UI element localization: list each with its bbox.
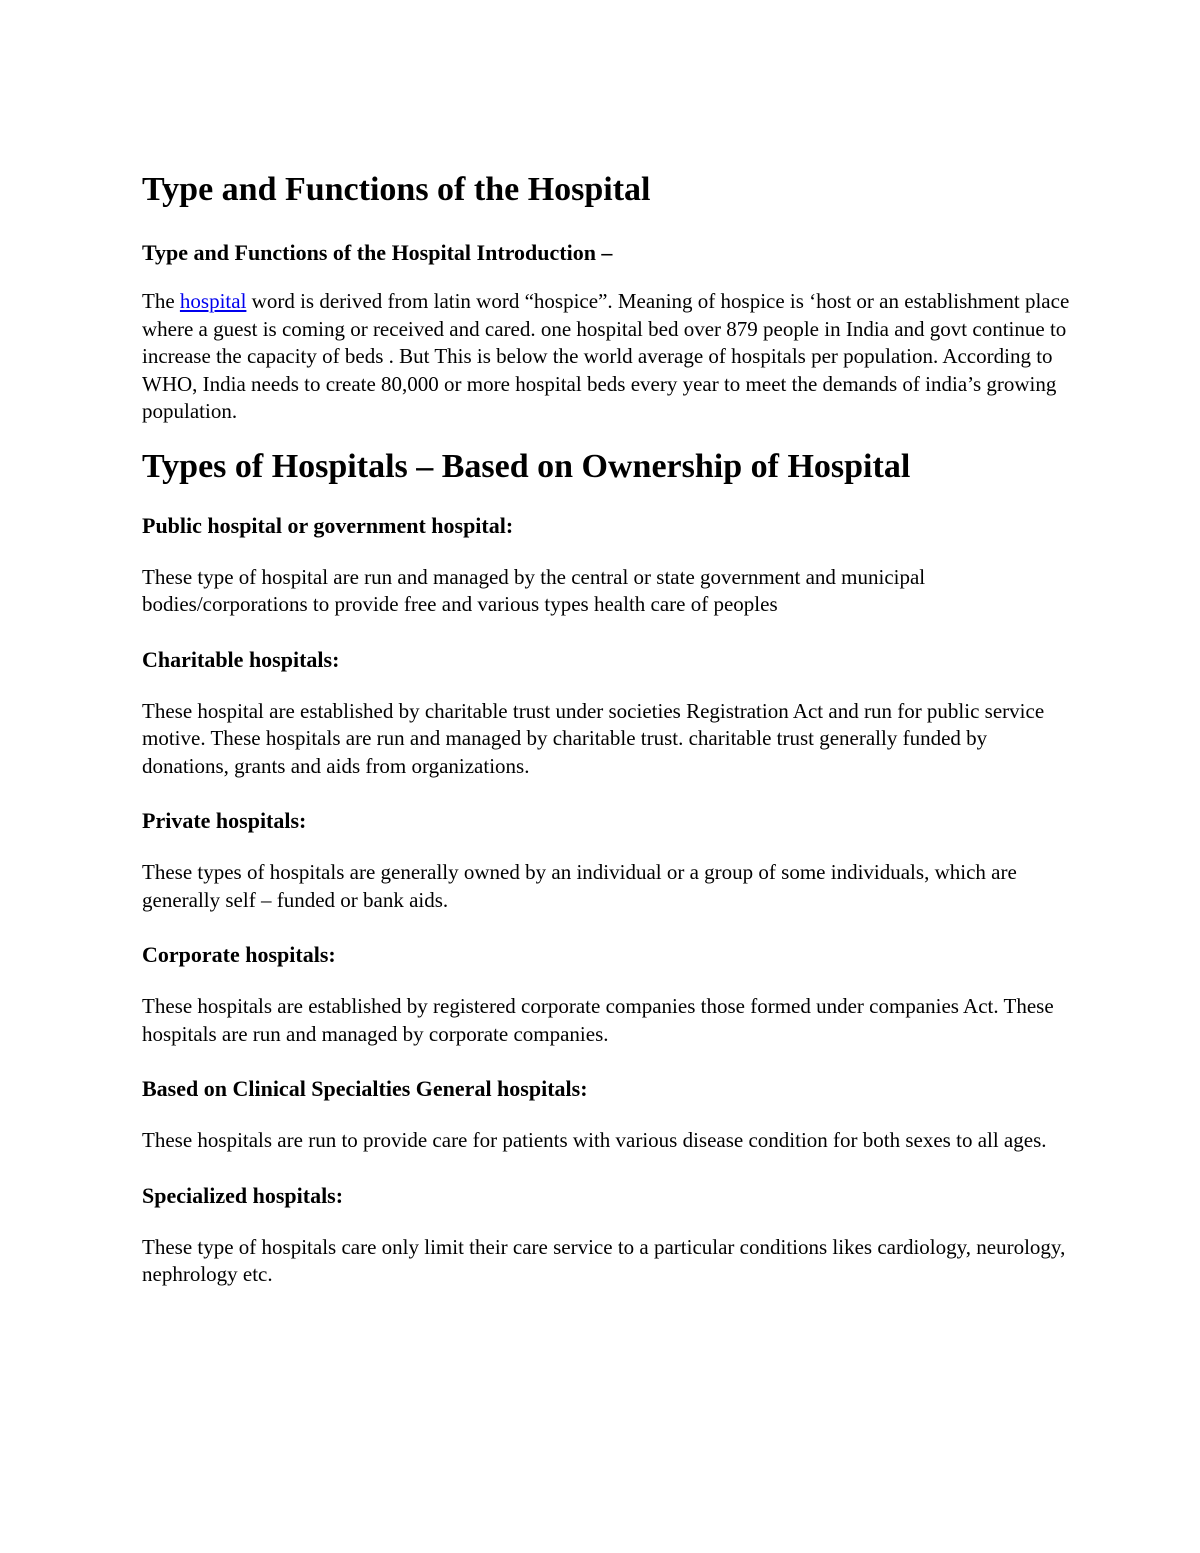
hospital-link[interactable]: hospital (179, 289, 247, 313)
public-hospital-heading: Public hospital or government hospital: (142, 512, 514, 538)
document-title: Type and Functions of the Hospital (142, 171, 651, 208)
specialized-hospitals-paragraph: These type of hospitals care only limit their care service to a particular conditions likes cardiology, neurology, nephrology etc. (142, 1234, 1066, 1286)
specialized-hospitals-heading: Specialized hospitals: (142, 1182, 344, 1208)
intro-text-after-link: word is derived from latin word “hospice”. Meaning of hospice is ‘host or an establishment place where a guest is coming or received and cared. one hospital bed over 879 people in India and govt continue to increase the capacity of beds . But This is below the world average of hospitals per population. According to WHO, India needs to create 80,000 or more hospital beds every year to meet the demands of india’s growing population. (142, 289, 1070, 423)
charitable-hospitals-heading: Charitable hospitals: (142, 646, 340, 672)
general-hospitals-paragraph: These hospitals are run to provide care for patients with various disease condition for both sexes to all ages. (142, 1128, 1047, 1152)
private-hospitals-heading: Private hospitals: (142, 808, 307, 833)
ownership-heading: Types of Hospitals – Based on Ownership of Hospital (142, 447, 911, 485)
document-page (142, 168, 1072, 1316)
intro-heading: Type and Functions of the Hospital Introduction – (142, 240, 613, 265)
corporate-hospitals-paragraph: These hospitals are established by registered corporate companies those formed under companies Act. These hospitals are run and managed by corporate companies. (142, 994, 1054, 1046)
intro-text-before-link: The (142, 289, 180, 313)
public-hospital-paragraph: These type of hospital are run and managed by the central or state government and municipal bodies/corporations to provide free and various types health care of peoples (142, 564, 926, 616)
charitable-hospitals-paragraph: These hospital are established by charitable trust under societies Registration Act and run for public service motive. These hospitals are run and managed by charitable trust. charitable trust generally funded by donations, grants and aids from organizations. (142, 698, 1045, 778)
intro-paragraph (142, 288, 1072, 426)
private-hospitals-paragraph: These types of hospitals are generally owned by an individual or a group of some individuals, which are generally self – funded or bank aids. (142, 860, 1017, 912)
general-hospitals-heading: Based on Clinical Specialties General hospitals: (142, 1076, 588, 1101)
corporate-hospitals-heading: Corporate hospitals: (142, 942, 336, 967)
